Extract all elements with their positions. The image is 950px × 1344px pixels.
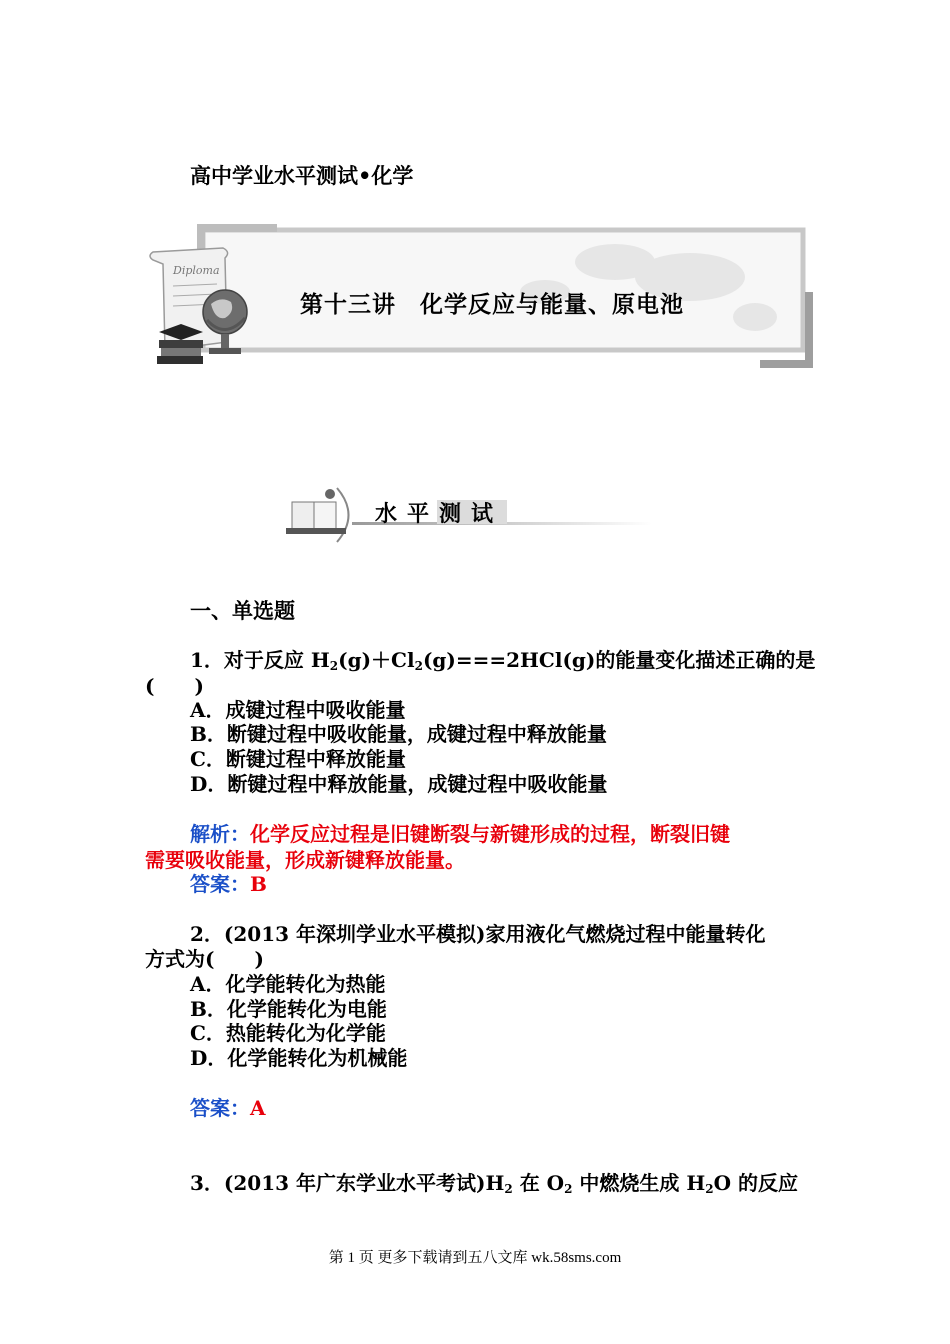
q1-answer: 答案：B <box>190 872 267 896</box>
q1-option-a: A．成键过程中吸收能量 <box>190 698 406 722</box>
q2-option-b: B．化学能转化为电能 <box>190 997 387 1021</box>
q3-stem: 3．(2013 年广东学业水平考试)$H_2$ 在 $O_2$ 中燃烧生成 $H_2O$ 的反应 <box>190 1171 799 1196</box>
q1-paren: ( ) <box>145 674 204 698</box>
open-book-icon <box>286 489 346 534</box>
q1-option-c: C．断键过程中释放能量 <box>190 747 406 771</box>
q1-option-d: D．断键过程中释放能量，成键过程中吸收能量 <box>190 772 608 796</box>
page-footer: 第 1 页 更多下载请到五八文库 wk.58sms.com <box>328 1250 622 1266</box>
lesson-title: 第十三讲 化学反应与能量、原电池 <box>300 291 684 318</box>
svg-text:Diploma: Diploma <box>173 264 220 277</box>
page-header-title: 高中学业水平测试•化学 <box>190 163 414 188</box>
q1-option-b: B．断键过程中吸收能量，成键过程中释放能量 <box>190 722 607 746</box>
section-banner-label: 水平测试 <box>375 502 504 527</box>
q2-option-c: C．热能转化为化学能 <box>190 1021 386 1045</box>
q1-analysis-line1: 解析：化学反应过程是旧键断裂与新键形成的过程，断裂旧键 <box>190 822 730 846</box>
q2-answer: 答案：A <box>190 1096 266 1120</box>
q2-stem-line1: 2．(2013 年深圳学业水平模拟)家用液化气燃烧过程中能量转化 <box>190 922 766 946</box>
q1-analysis-line2: 需要吸收能量，形成新键释放能量。 <box>145 848 465 872</box>
q2-option-a: A．化学能转化为热能 <box>190 972 386 996</box>
q2-option-d: D．化学能转化为机械能 <box>190 1046 408 1070</box>
q1-stem: 1．对于反应 $H_2(g)+Cl_2(g)===2HCl(g)$的能量变化描述正确的是 <box>190 648 816 673</box>
q2-stem-line2: 方式为( ) <box>145 947 264 971</box>
section-heading: 一、单选题 <box>190 598 295 623</box>
